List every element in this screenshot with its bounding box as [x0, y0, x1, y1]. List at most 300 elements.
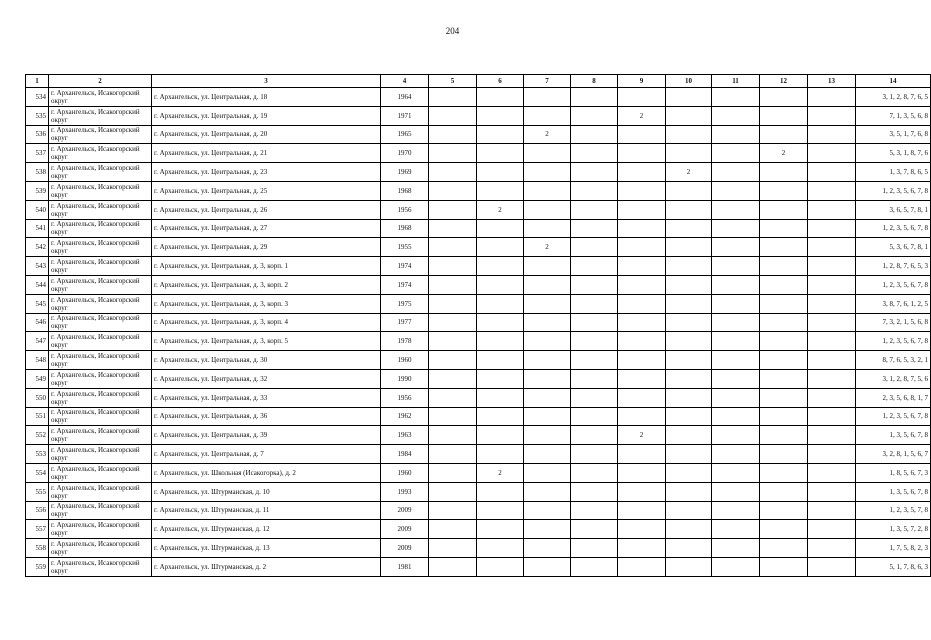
col6-cell	[477, 369, 524, 388]
column-header-6: 6	[477, 75, 524, 88]
col12-cell	[760, 501, 808, 520]
district-cell: г. Архангельск, Исакогорский округ	[49, 181, 152, 200]
year-cell: 1968	[381, 181, 429, 200]
address-cell: г. Архангельск, ул. Центральная, д. 18	[152, 88, 381, 107]
col14-cell: 1, 2, 3, 5, 6, 7, 8	[856, 219, 931, 238]
column-header-11: 11	[712, 75, 760, 88]
col6-cell	[477, 275, 524, 294]
col9-cell	[618, 163, 666, 182]
col9-cell	[618, 219, 666, 238]
col7-cell: 2	[524, 125, 571, 144]
col12-cell	[760, 294, 808, 313]
col13-cell	[808, 257, 856, 276]
col7-cell	[524, 445, 571, 464]
address-cell: г. Архангельск, ул. Центральная, д. 33	[152, 388, 381, 407]
col8-cell	[571, 463, 618, 482]
district-cell: г. Архангельск, Исакогорский округ	[49, 539, 152, 558]
col11-cell	[712, 351, 760, 370]
year-cell: 1975	[381, 294, 429, 313]
year-cell: 1978	[381, 332, 429, 351]
col11-cell	[712, 332, 760, 351]
col8-cell	[571, 332, 618, 351]
col10-cell	[666, 426, 712, 445]
col14-cell: 1, 3, 7, 8, 6, 5	[856, 163, 931, 182]
col14-cell: 3, 1, 2, 8, 7, 5, 6	[856, 369, 931, 388]
row-number: 552	[26, 426, 49, 445]
col6-cell	[477, 219, 524, 238]
year-cell: 1977	[381, 313, 429, 332]
col7-cell	[524, 426, 571, 445]
year-cell: 2009	[381, 501, 429, 520]
year-cell: 1956	[381, 388, 429, 407]
row-number: 557	[26, 520, 49, 539]
col12-cell	[760, 88, 808, 107]
col6-cell	[477, 257, 524, 276]
col7-cell	[524, 501, 571, 520]
col9-cell	[618, 351, 666, 370]
col10-cell	[666, 106, 712, 125]
table-row	[26, 275, 931, 294]
col8-cell	[571, 219, 618, 238]
district-cell: г. Архангельск, Исакогорский округ	[49, 463, 152, 482]
col9-cell	[618, 463, 666, 482]
district-cell: г. Архангельск, Исакогорский округ	[49, 125, 152, 144]
col14-cell: 3, 2, 8, 1, 5, 6, 7	[856, 445, 931, 464]
table-row	[26, 482, 931, 501]
col7-cell	[524, 539, 571, 558]
col8-cell	[571, 125, 618, 144]
col8-cell	[571, 313, 618, 332]
col13-cell	[808, 294, 856, 313]
col12-cell	[760, 520, 808, 539]
col9-cell	[618, 482, 666, 501]
row-number: 554	[26, 463, 49, 482]
year-cell: 1965	[381, 125, 429, 144]
col12-cell	[760, 313, 808, 332]
col6-cell	[477, 557, 524, 576]
table-body	[26, 88, 931, 577]
col8-cell	[571, 351, 618, 370]
col5-cell	[429, 426, 477, 445]
col14-cell: 1, 3, 5, 7, 2, 8	[856, 520, 931, 539]
col8-cell	[571, 445, 618, 464]
year-cell: 1974	[381, 257, 429, 276]
table-row	[26, 557, 931, 576]
row-number: 542	[26, 238, 49, 257]
col12-cell	[760, 238, 808, 257]
col14-cell: 1, 8, 5, 6, 7, 3	[856, 463, 931, 482]
col5-cell	[429, 463, 477, 482]
col6-cell	[477, 407, 524, 426]
district-cell: г. Архангельск, Исакогорский округ	[49, 482, 152, 501]
row-number: 537	[26, 144, 49, 163]
district-cell: г. Архангельск, Исакогорский округ	[49, 557, 152, 576]
table-row	[26, 219, 931, 238]
year-cell: 1964	[381, 88, 429, 107]
district-cell: г. Архангельск, Исакогорский округ	[49, 426, 152, 445]
col13-cell	[808, 200, 856, 219]
col11-cell	[712, 200, 760, 219]
col13-cell	[808, 520, 856, 539]
col10-cell	[666, 332, 712, 351]
col6-cell	[477, 106, 524, 125]
year-cell: 1960	[381, 463, 429, 482]
col14-cell: 1, 3, 5, 6, 7, 8	[856, 482, 931, 501]
col5-cell	[429, 106, 477, 125]
col14-cell: 3, 5, 1, 7, 6, 8	[856, 125, 931, 144]
col8-cell	[571, 388, 618, 407]
district-cell: г. Архангельск, Исакогорский округ	[49, 238, 152, 257]
col10-cell	[666, 557, 712, 576]
header-row	[26, 75, 931, 88]
col12-cell	[760, 125, 808, 144]
row-number: 556	[26, 501, 49, 520]
district-cell: г. Архангельск, Исакогорский округ	[49, 351, 152, 370]
col6-cell	[477, 294, 524, 313]
year-cell: 1990	[381, 369, 429, 388]
col11-cell	[712, 238, 760, 257]
col12-cell	[760, 426, 808, 445]
col6-cell	[477, 520, 524, 539]
row-number: 534	[26, 88, 49, 107]
address-cell: г. Архангельск, ул. Центральная, д. 27	[152, 219, 381, 238]
col12-cell	[760, 539, 808, 558]
address-cell: г. Архангельск, ул. Штурманская, д. 12	[152, 520, 381, 539]
column-header-3: 3	[152, 75, 381, 88]
col13-cell	[808, 275, 856, 294]
year-cell: 1969	[381, 163, 429, 182]
col6-cell	[477, 163, 524, 182]
col6-cell	[477, 501, 524, 520]
col9-cell	[618, 501, 666, 520]
address-cell: г. Архангельск, ул. Центральная, д. 19	[152, 106, 381, 125]
col11-cell	[712, 313, 760, 332]
column-header-7: 7	[524, 75, 571, 88]
col5-cell	[429, 445, 477, 464]
address-cell: г. Архангельск, ул. Центральная, д. 7	[152, 445, 381, 464]
address-cell: г. Архангельск, ул. Школьная (Исакогорка), д. 2	[152, 463, 381, 482]
col10-cell	[666, 313, 712, 332]
col7-cell	[524, 200, 571, 219]
col10-cell	[666, 181, 712, 200]
col11-cell	[712, 482, 760, 501]
col11-cell	[712, 407, 760, 426]
col6-cell	[477, 482, 524, 501]
district-cell: г. Архангельск, Исакогорский округ	[49, 275, 152, 294]
row-number: 543	[26, 257, 49, 276]
year-cell: 2009	[381, 520, 429, 539]
table-row	[26, 106, 931, 125]
col10-cell	[666, 445, 712, 464]
col10-cell	[666, 407, 712, 426]
col13-cell	[808, 125, 856, 144]
col9-cell	[618, 313, 666, 332]
address-cell: г. Архангельск, ул. Центральная, д. 25	[152, 181, 381, 200]
col14-cell: 7, 3, 2, 1, 5, 6, 8	[856, 313, 931, 332]
year-cell: 1955	[381, 238, 429, 257]
district-cell: г. Архангельск, Исакогорский округ	[49, 332, 152, 351]
col7-cell	[524, 219, 571, 238]
district-cell: г. Архангельск, Исакогорский округ	[49, 200, 152, 219]
col6-cell	[477, 351, 524, 370]
col11-cell	[712, 181, 760, 200]
table-row	[26, 294, 931, 313]
col12-cell	[760, 200, 808, 219]
table-row	[26, 163, 931, 182]
col5-cell	[429, 501, 477, 520]
row-number: 547	[26, 332, 49, 351]
col9-cell	[618, 144, 666, 163]
col7-cell	[524, 163, 571, 182]
col7-cell	[524, 482, 571, 501]
col8-cell	[571, 294, 618, 313]
col13-cell	[808, 219, 856, 238]
col5-cell	[429, 520, 477, 539]
column-header-14: 14	[856, 75, 931, 88]
row-number: 551	[26, 407, 49, 426]
row-number: 548	[26, 351, 49, 370]
table-row	[26, 539, 931, 558]
col7-cell: 2	[524, 238, 571, 257]
col13-cell	[808, 163, 856, 182]
col9-cell	[618, 238, 666, 257]
col7-cell	[524, 275, 571, 294]
row-number: 540	[26, 200, 49, 219]
col14-cell: 5, 3, 6, 7, 8, 1	[856, 238, 931, 257]
col11-cell	[712, 445, 760, 464]
col7-cell	[524, 351, 571, 370]
district-cell: г. Архангельск, Исакогорский округ	[49, 445, 152, 464]
col5-cell	[429, 482, 477, 501]
col11-cell	[712, 163, 760, 182]
col13-cell	[808, 144, 856, 163]
col11-cell	[712, 144, 760, 163]
year-cell: 1984	[381, 445, 429, 464]
column-header-2: 2	[49, 75, 152, 88]
address-cell: г. Архангельск, ул. Центральная, д. 21	[152, 144, 381, 163]
col12-cell: 2	[760, 144, 808, 163]
district-cell: г. Архангельск, Исакогорский округ	[49, 106, 152, 125]
col10-cell	[666, 501, 712, 520]
table-row	[26, 181, 931, 200]
year-cell: 1971	[381, 106, 429, 125]
col9-cell	[618, 557, 666, 576]
col7-cell	[524, 557, 571, 576]
col6-cell: 2	[477, 463, 524, 482]
col13-cell	[808, 539, 856, 558]
col8-cell	[571, 181, 618, 200]
year-cell: 2009	[381, 539, 429, 558]
district-cell: г. Архангельск, Исакогорский округ	[49, 294, 152, 313]
col7-cell	[524, 106, 571, 125]
col10-cell	[666, 351, 712, 370]
col9-cell: 2	[618, 106, 666, 125]
col12-cell	[760, 445, 808, 464]
col14-cell: 2, 3, 5, 6, 8, 1, 7	[856, 388, 931, 407]
col12-cell	[760, 351, 808, 370]
col8-cell	[571, 257, 618, 276]
col11-cell	[712, 88, 760, 107]
col14-cell: 1, 3, 5, 6, 7, 8	[856, 426, 931, 445]
col12-cell	[760, 332, 808, 351]
column-header-10: 10	[666, 75, 712, 88]
col7-cell	[524, 407, 571, 426]
col10-cell	[666, 520, 712, 539]
col5-cell	[429, 557, 477, 576]
col13-cell	[808, 388, 856, 407]
col11-cell	[712, 388, 760, 407]
col6-cell	[477, 332, 524, 351]
address-cell: г. Архангельск, ул. Центральная, д. 32	[152, 369, 381, 388]
col12-cell	[760, 257, 808, 276]
col8-cell	[571, 426, 618, 445]
table-row	[26, 445, 931, 464]
col13-cell	[808, 482, 856, 501]
col12-cell	[760, 219, 808, 238]
data-table	[25, 74, 931, 577]
address-cell: г. Архангельск, ул. Центральная, д. 30	[152, 351, 381, 370]
col12-cell	[760, 482, 808, 501]
col5-cell	[429, 539, 477, 558]
col6-cell	[477, 88, 524, 107]
col13-cell	[808, 238, 856, 257]
year-cell: 1963	[381, 426, 429, 445]
col7-cell	[524, 520, 571, 539]
col8-cell	[571, 520, 618, 539]
col5-cell	[429, 407, 477, 426]
address-cell: г. Архангельск, ул. Центральная, д. 26	[152, 200, 381, 219]
col11-cell	[712, 501, 760, 520]
district-cell: г. Архангельск, Исакогорский округ	[49, 369, 152, 388]
address-cell: г. Архангельск, ул. Штурманская, д. 13	[152, 539, 381, 558]
district-cell: г. Архангельск, Исакогорский округ	[49, 313, 152, 332]
col14-cell: 1, 7, 5, 8, 2, 3	[856, 539, 931, 558]
row-number: 536	[26, 125, 49, 144]
table-row	[26, 520, 931, 539]
col11-cell	[712, 539, 760, 558]
col13-cell	[808, 407, 856, 426]
col5-cell	[429, 200, 477, 219]
year-cell: 1974	[381, 275, 429, 294]
year-cell: 1968	[381, 219, 429, 238]
col6-cell	[477, 144, 524, 163]
table-row	[26, 351, 931, 370]
col8-cell	[571, 106, 618, 125]
table-row	[26, 125, 931, 144]
district-cell: г. Архангельск, Исакогорский округ	[49, 388, 152, 407]
col11-cell	[712, 557, 760, 576]
table-row	[26, 313, 931, 332]
year-cell: 1981	[381, 557, 429, 576]
col6-cell	[477, 388, 524, 407]
col14-cell: 1, 2, 3, 5, 6, 7, 8	[856, 407, 931, 426]
col11-cell	[712, 257, 760, 276]
address-cell: г. Архангельск, ул. Центральная, д. 3, корп. 4	[152, 313, 381, 332]
col10-cell	[666, 463, 712, 482]
col10-cell	[666, 482, 712, 501]
col13-cell	[808, 313, 856, 332]
col11-cell	[712, 294, 760, 313]
col14-cell: 3, 8, 7, 6, 1, 2, 5	[856, 294, 931, 313]
col5-cell	[429, 125, 477, 144]
col10-cell	[666, 200, 712, 219]
col13-cell	[808, 557, 856, 576]
col5-cell	[429, 369, 477, 388]
col5-cell	[429, 294, 477, 313]
col9-cell	[618, 539, 666, 558]
col10-cell	[666, 219, 712, 238]
row-number: 539	[26, 181, 49, 200]
table-row	[26, 238, 931, 257]
col10-cell	[666, 238, 712, 257]
col5-cell	[429, 351, 477, 370]
table-row	[26, 144, 931, 163]
col13-cell	[808, 332, 856, 351]
district-cell: г. Архангельск, Исакогорский округ	[49, 88, 152, 107]
col9-cell	[618, 407, 666, 426]
col11-cell	[712, 106, 760, 125]
address-cell: г. Архангельск, ул. Центральная, д. 3, корп. 5	[152, 332, 381, 351]
col10-cell	[666, 125, 712, 144]
col8-cell	[571, 501, 618, 520]
row-number: 545	[26, 294, 49, 313]
year-cell: 1993	[381, 482, 429, 501]
col12-cell	[760, 369, 808, 388]
col6-cell	[477, 313, 524, 332]
col8-cell	[571, 369, 618, 388]
district-cell: г. Архангельск, Исакогорский округ	[49, 520, 152, 539]
col5-cell	[429, 181, 477, 200]
col10-cell	[666, 369, 712, 388]
row-number: 538	[26, 163, 49, 182]
col5-cell	[429, 238, 477, 257]
col5-cell	[429, 219, 477, 238]
district-cell: г. Архангельск, Исакогорский округ	[49, 501, 152, 520]
col9-cell	[618, 125, 666, 144]
col10-cell	[666, 88, 712, 107]
col12-cell	[760, 181, 808, 200]
col14-cell: 3, 1, 2, 8, 7, 6, 5	[856, 88, 931, 107]
address-cell: г. Архангельск, ул. Центральная, д. 39	[152, 426, 381, 445]
col13-cell	[808, 369, 856, 388]
col10-cell	[666, 388, 712, 407]
col14-cell: 8, 7, 6, 5, 3, 2, 1	[856, 351, 931, 370]
col7-cell	[524, 294, 571, 313]
col10-cell	[666, 144, 712, 163]
col6-cell	[477, 445, 524, 464]
col7-cell	[524, 313, 571, 332]
col14-cell: 1, 2, 3, 5, 6, 7, 8	[856, 275, 931, 294]
address-cell: г. Архангельск, ул. Штурманская, д. 2	[152, 557, 381, 576]
col7-cell	[524, 257, 571, 276]
address-cell: г. Архангельск, ул. Центральная, д. 20	[152, 125, 381, 144]
table-row	[26, 388, 931, 407]
col11-cell	[712, 520, 760, 539]
col6-cell: 2	[477, 200, 524, 219]
row-number: 544	[26, 275, 49, 294]
col7-cell	[524, 463, 571, 482]
col6-cell	[477, 181, 524, 200]
col5-cell	[429, 88, 477, 107]
col6-cell	[477, 125, 524, 144]
row-number: 550	[26, 388, 49, 407]
district-cell: г. Архангельск, Исакогорский округ	[49, 163, 152, 182]
col13-cell	[808, 426, 856, 445]
col5-cell	[429, 313, 477, 332]
address-cell: г. Архангельск, ул. Центральная, д. 3, корп. 2	[152, 275, 381, 294]
col5-cell	[429, 332, 477, 351]
col6-cell	[477, 238, 524, 257]
